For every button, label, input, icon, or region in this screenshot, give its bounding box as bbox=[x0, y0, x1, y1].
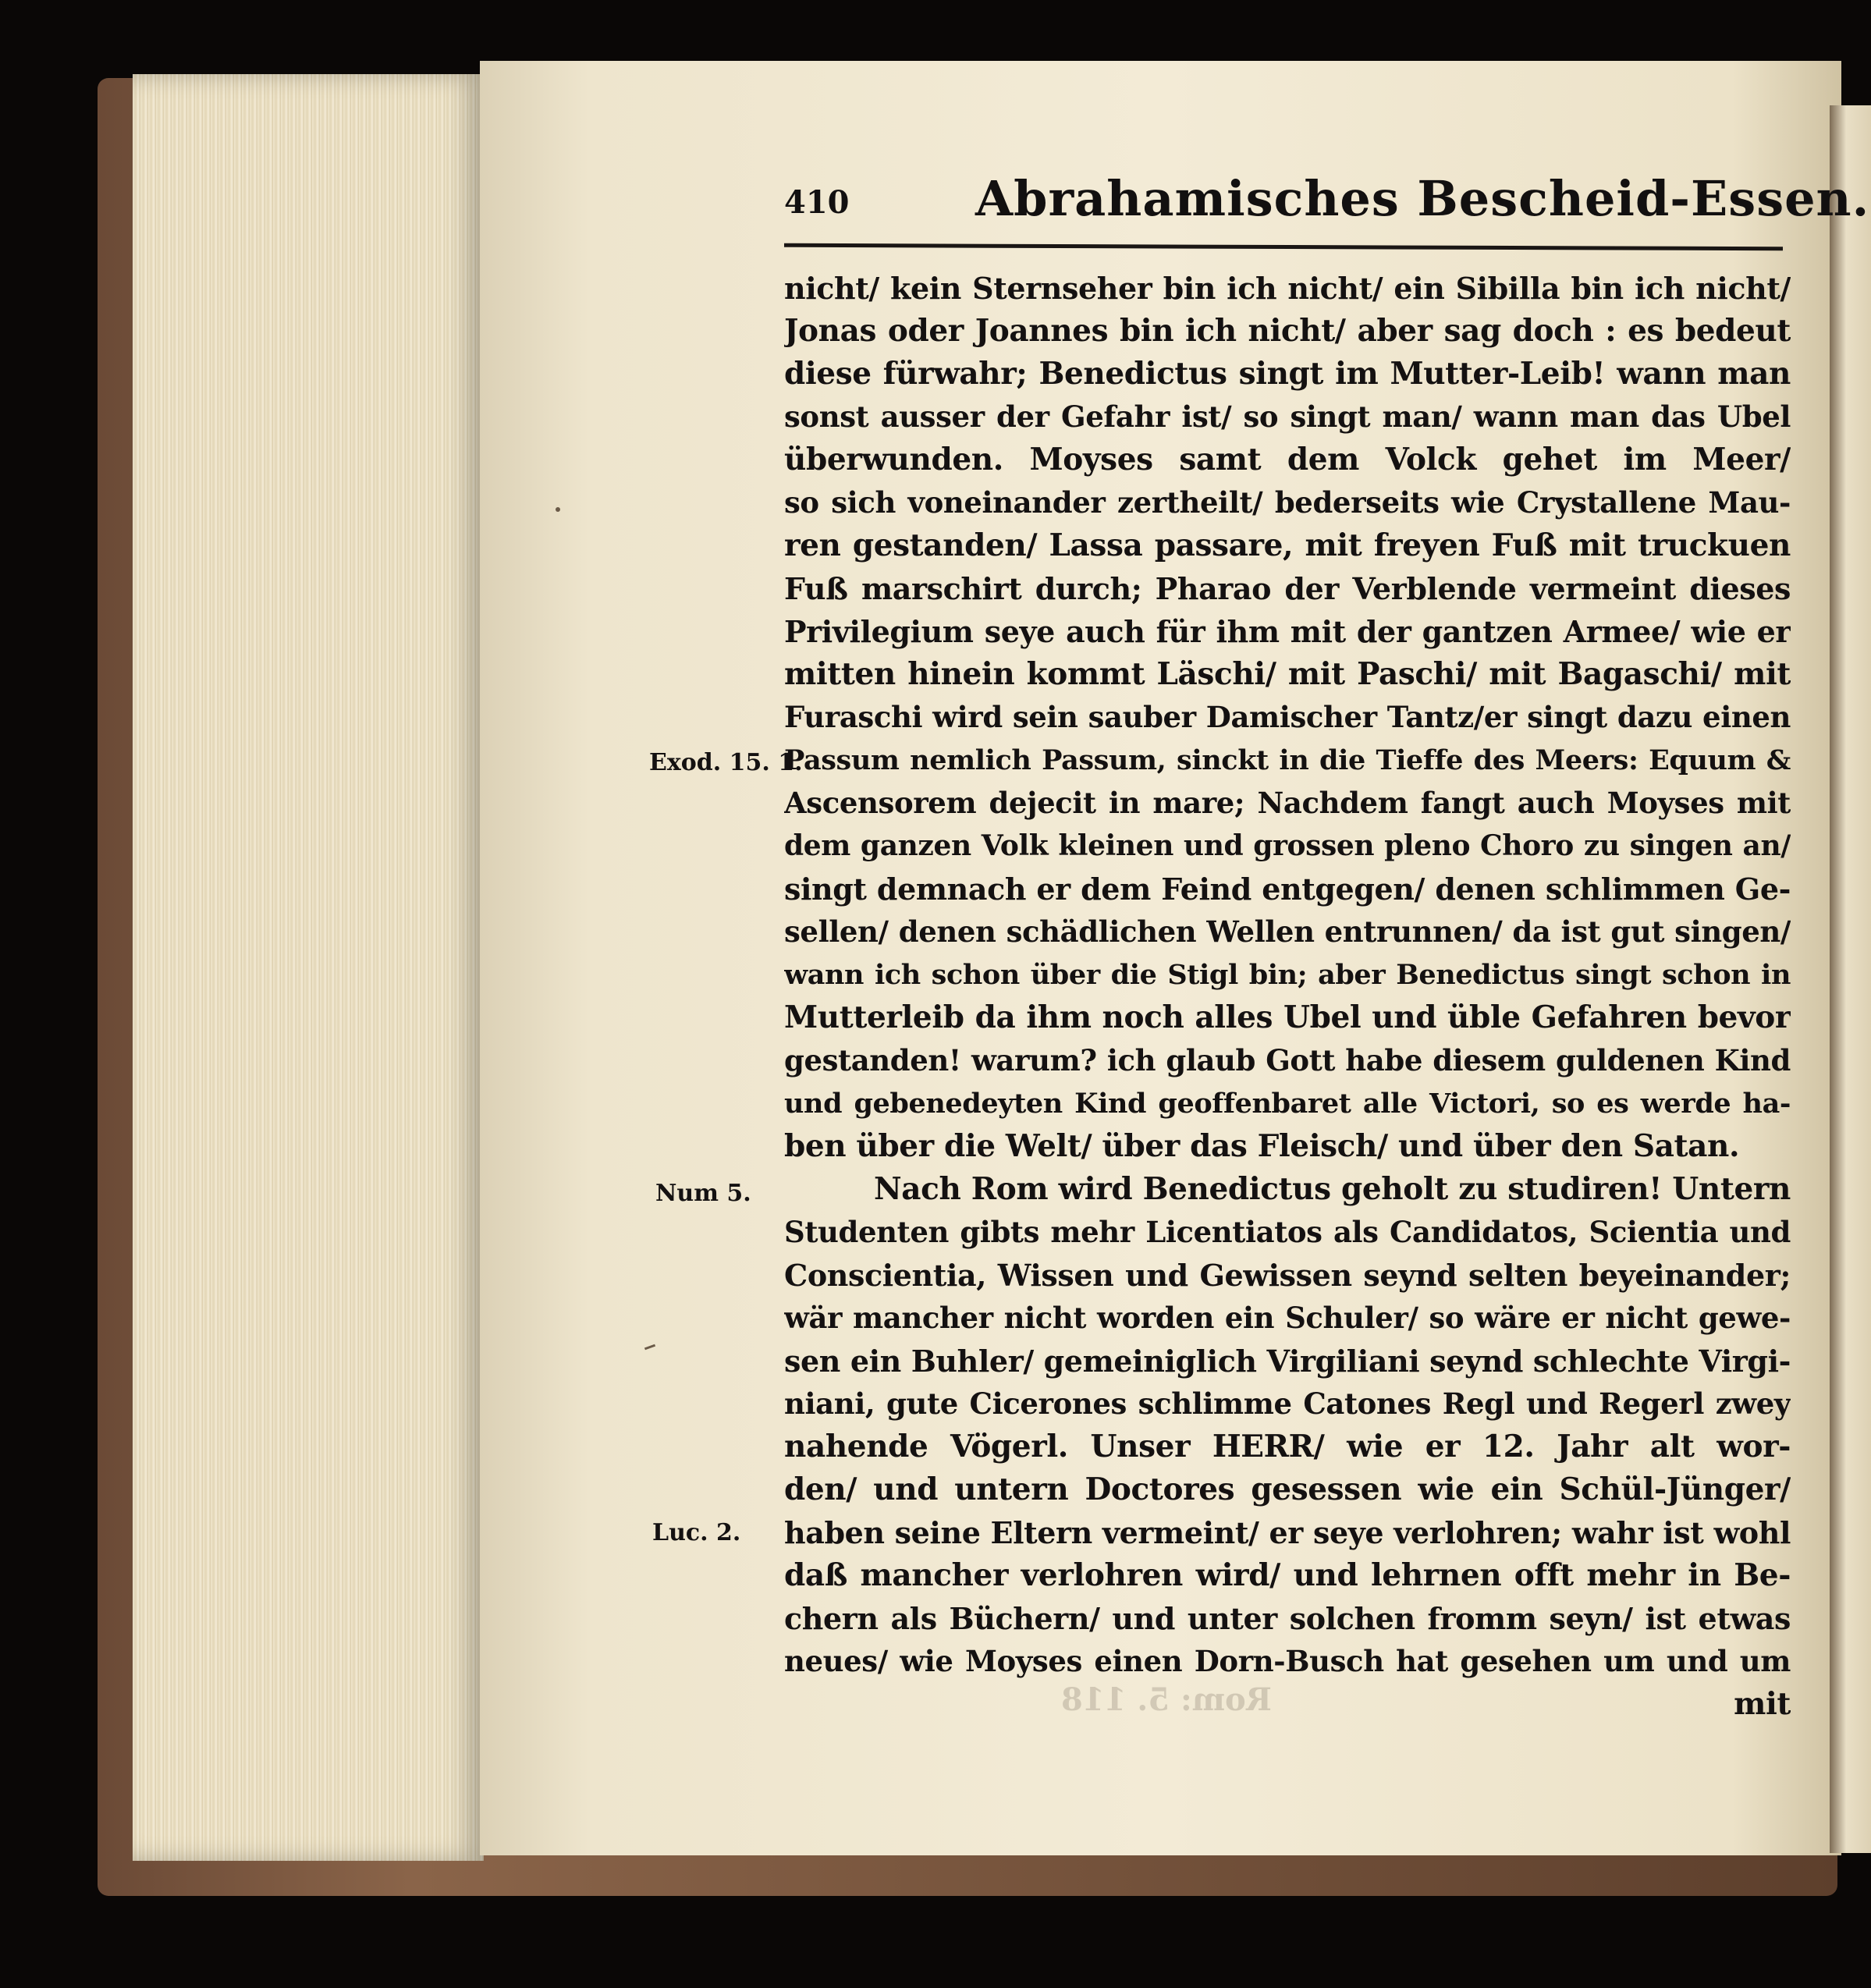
text-line: diese fürwahr; Benedictus singt im Mutter-Leib! wann man bbox=[784, 356, 1791, 392]
facing-page-edge bbox=[1830, 105, 1871, 1853]
margin-note-num: Num 5. bbox=[655, 1180, 751, 1207]
text-line: mitten hinein kommt Läschi/ mit Paschi/ mit Bagaschi/ mit bbox=[784, 656, 1791, 692]
text-line: Conscientia, Wissen und Gewissen seynd selten beyeinander; bbox=[784, 1258, 1791, 1293]
text-line: und gebenedeyten Kind geoffenbaret alle Victori, so es werde ha- bbox=[784, 1088, 1791, 1120]
text-line: haben seine Eltern vermeint/ er seye verlohren; wahr ist wohl bbox=[784, 1515, 1791, 1550]
text-line: den/ und untern Doctores gesessen wie ein Schül-Jünger/ bbox=[784, 1471, 1791, 1507]
text-line: daß mancher verlohren wird/ und lehrnen offt mehr in Be- bbox=[784, 1557, 1791, 1593]
text-line: chern als Büchern/ und unter solchen fromm seyn/ ist etwas bbox=[784, 1601, 1791, 1636]
page-number: 410 bbox=[784, 184, 850, 221]
text-line: neues/ wie Moyses einen Dorn-Busch hat gesehen um und um bbox=[784, 1644, 1791, 1678]
text-line: so sich voneinander zertheilt/ bederseits wie Crystallene Mau- bbox=[784, 485, 1791, 520]
page-header bbox=[784, 170, 1870, 240]
text-line: sellen/ denen schädlichen Wellen entrunnen/ da ist gut singen/ bbox=[784, 914, 1791, 949]
page-edges bbox=[133, 74, 484, 1861]
text-line: Nach Rom wird Benedictus geholt zu studiren! Untern bbox=[874, 1171, 1791, 1207]
text-line: nicht/ kein Sternseher bin ich nicht/ ein Sibilla bin ich nicht/ bbox=[784, 271, 1791, 306]
text-line: sonst ausser der Gefahr ist/ so singt man/ wann man das Ubel bbox=[784, 399, 1791, 434]
text-line: nahende Vögerl. Unser HERR/ wie er 12. Jahr alt wor- bbox=[784, 1429, 1791, 1464]
text-line: sen ein Buhler/ gemeiniglich Virgiliani seynd schlechte Virgi- bbox=[784, 1344, 1791, 1379]
text-line: Fuß marschirt durch; Pharao der Verblende vermeint dieses bbox=[784, 571, 1791, 606]
text-line: Mutterleib da ihm noch alles Ubel und üble Gefahren bevor bbox=[784, 999, 1791, 1035]
text-line: Passum nemlich Passum, sinckt in die Tieffe des Meers: Equum & bbox=[784, 744, 1791, 776]
text-line: dem ganzen Volk kleinen und grossen pleno Choro zu singen an/ bbox=[784, 829, 1791, 862]
text-line: ben über die Welt/ über das Fleisch/ und über den Satan. bbox=[784, 1128, 1740, 1164]
running-title: Abrahamisches Bescheid-Essen. bbox=[975, 170, 1870, 227]
text-line: wär mancher nicht worden ein Schuler/ so wäre er nicht gewe- bbox=[784, 1301, 1791, 1335]
text-line: gestanden! warum? ich glaub Gott habe diesem guldenen Kind bbox=[784, 1043, 1791, 1077]
text-line: Jonas oder Joannes bin ich nicht/ aber sag doch : es bedeut bbox=[784, 313, 1791, 349]
text-line: niani, gute Cicerones schlimme Catones Regl und Regerl zwey bbox=[784, 1386, 1791, 1421]
margin-dot bbox=[556, 507, 560, 512]
text-line: Ascensorem dejecit in mare; Nachdem fangt auch Moyses mit bbox=[784, 786, 1791, 820]
margin-note-exod: Exod. 15. 1. bbox=[649, 749, 803, 776]
text-line: Privilegium seye auch für ihm mit der gantzen Armee/ wie er bbox=[784, 614, 1791, 649]
text-line: Studenten gibts mehr Licentiatos als Candidatos, Scientia und bbox=[784, 1215, 1791, 1249]
bleed-through-text: Rom: 5. 118 bbox=[1060, 1681, 1272, 1718]
margin-note-luc: Luc. 2. bbox=[652, 1519, 741, 1546]
text-line: ren gestanden/ Lassa passare, mit freyen Fuß mit truckuen bbox=[784, 527, 1791, 563]
text-line: singt demnach er dem Feind entgegen/ denen schlimmen Ge- bbox=[784, 872, 1791, 907]
catchword: mit bbox=[1734, 1686, 1791, 1722]
text-line: wann ich schon über die Stigl bin; aber Benedictus singt schon in bbox=[784, 959, 1791, 991]
text-line: überwunden. Moyses samt dem Volck gehet im Meer/ bbox=[784, 442, 1791, 477]
text-line: Furaschi wird sein sauber Damischer Tantz/er singt dazu einen bbox=[784, 700, 1791, 734]
